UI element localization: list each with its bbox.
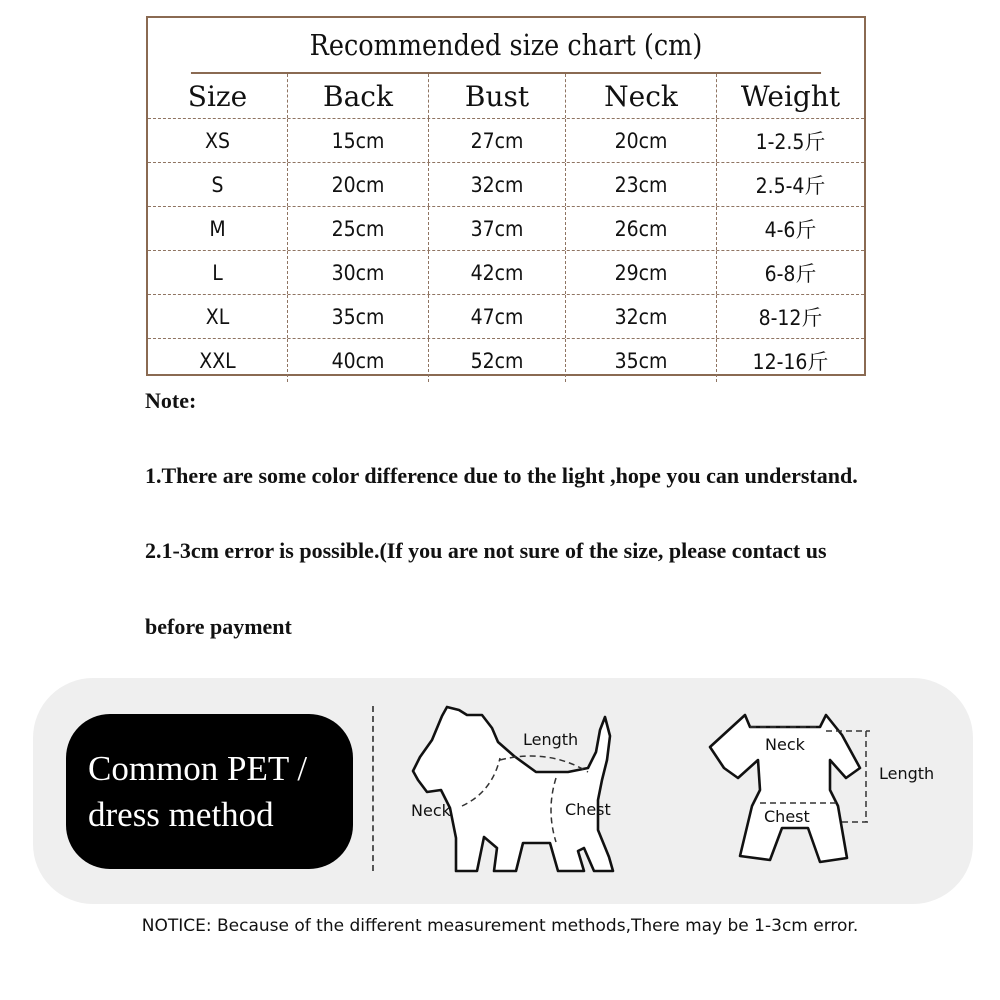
- note-line-3: before payment: [145, 614, 292, 639]
- cell-weight: 4-6斤: [764, 217, 817, 242]
- cell-size: L: [148, 251, 288, 294]
- header-back: Back: [288, 74, 429, 118]
- note-line-1: 1.There are some color difference due to the light ,hope you can understand.: [145, 463, 858, 488]
- cell-back: 25cm: [288, 207, 429, 250]
- garment-chest-label: Chest: [764, 807, 810, 826]
- header-size: Size: [148, 74, 288, 118]
- cell-back: 35cm: [288, 295, 429, 338]
- cell-back: 15cm: [288, 119, 429, 162]
- header-neck: Neck: [566, 74, 717, 118]
- cell-size: S: [148, 163, 288, 206]
- garment-length-label: Length: [879, 764, 935, 783]
- cell-weight: 1-2.5斤: [755, 129, 826, 154]
- cell-weight: 8-12斤: [758, 305, 823, 330]
- note-heading: Note:: [145, 388, 197, 413]
- cell-bust: 37cm: [429, 207, 566, 250]
- cell-weight: 2.5-4斤: [755, 173, 826, 198]
- cell-neck: 35cm: [566, 339, 717, 382]
- cell-bust: 47cm: [429, 295, 566, 338]
- method-badge-line-1: Common PET /: [88, 748, 308, 788]
- cell-bust: 52cm: [429, 339, 566, 382]
- cell-back: 30cm: [288, 251, 429, 294]
- note-line-2: 2.1-3cm error is possible.(If you are not sure of the size, please contact us: [145, 538, 827, 563]
- header-bust: Bust: [429, 74, 566, 118]
- measurement-notice: NOTICE: Because of the different measurement methods,There may be 1-3cm error.: [141, 916, 859, 936]
- cell-size: XS: [148, 119, 288, 162]
- dog-neck-label: Neck: [411, 801, 451, 820]
- cell-size: M: [148, 207, 288, 250]
- cell-neck: 29cm: [566, 251, 717, 294]
- dog-length-label: Length: [523, 730, 579, 749]
- size-chart-title: Recommended size chart (cm): [191, 18, 821, 74]
- cell-weight: 6-8斤: [764, 261, 817, 286]
- dog-silhouette-icon: [413, 707, 613, 871]
- cell-neck: 23cm: [566, 163, 717, 206]
- cell-size: XL: [148, 295, 288, 338]
- cell-weight: 12-16斤: [752, 349, 829, 374]
- cell-size: XXL: [148, 339, 288, 382]
- cell-back: 20cm: [288, 163, 429, 206]
- cell-back: 40cm: [288, 339, 429, 382]
- dog-chest-label: Chest: [565, 800, 611, 819]
- cell-bust: 32cm: [429, 163, 566, 206]
- cell-neck: 20cm: [566, 119, 717, 162]
- header-weight: Weight: [740, 79, 841, 113]
- method-badge-line-2: dress method: [88, 794, 274, 834]
- cell-bust: 42cm: [429, 251, 566, 294]
- cell-neck: 26cm: [566, 207, 717, 250]
- cell-neck: 32cm: [566, 295, 717, 338]
- cell-bust: 27cm: [429, 119, 566, 162]
- garment-neck-label: Neck: [765, 735, 805, 754]
